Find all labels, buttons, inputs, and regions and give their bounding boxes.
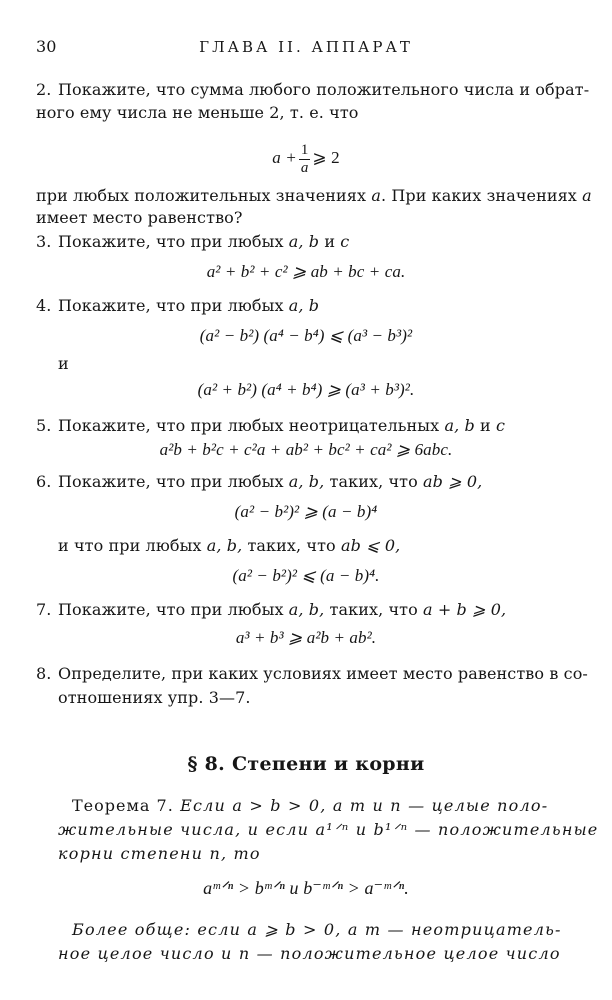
text: таких, что <box>324 600 424 619</box>
variable: a, b, <box>206 536 243 555</box>
text: Покажите, что при любых <box>58 296 289 315</box>
theorem-text: ное целое число и n — положительное целое число <box>58 944 561 963</box>
exercise-8-line-1 <box>36 664 588 684</box>
exercise-text: Покажите, что сумма любого положительного числа и обрат- <box>58 80 590 99</box>
text: Определите, при каких условиях имеет место равенство в со- <box>58 664 588 683</box>
text: Покажите, что при любых <box>58 600 289 619</box>
variable: c <box>340 232 350 251</box>
exercise-8-line-2: отношениях упр. 3—7. <box>58 688 251 707</box>
variable: a, b, <box>288 600 325 619</box>
variable: a, b <box>444 416 475 435</box>
exercise-2-line-4: имеет место равенство? <box>36 208 243 227</box>
fraction-denominator: a <box>300 159 309 176</box>
formula: a² + b² + c² ⩾ ab + bc + ca. <box>206 262 406 281</box>
theorem-text: Если a > b > 0, a m и n — целые поло- <box>173 796 549 815</box>
exercise-4-conjunction: и <box>58 354 69 373</box>
condition: ab ⩽ 0, <box>340 536 401 555</box>
variable: a <box>582 186 592 205</box>
formula: (a² − b²)² ⩽ (a − b)⁴. <box>232 566 380 585</box>
exercise-6-line <box>36 472 482 492</box>
exercise-6-formula-1 <box>0 502 612 522</box>
formula: (a² − b²) (a⁴ − b⁴) ⩽ (a³ − b³)² <box>199 326 413 345</box>
exercise-number: 6. <box>36 472 52 491</box>
section-title: § 8. Степени и корни <box>187 753 425 775</box>
fraction <box>299 142 311 177</box>
text: Покажите, что при любых неотрицательных <box>58 416 445 435</box>
text: и <box>319 232 341 251</box>
text: таких, что <box>324 472 424 491</box>
exercise-7-formula <box>0 628 612 648</box>
text: и <box>474 416 496 435</box>
theorem-line-4 <box>72 920 562 940</box>
exercise-number: 2. <box>36 80 52 99</box>
exercise-number: 3. <box>36 232 52 251</box>
exercise-6-line-2 <box>58 536 400 556</box>
exercise-3-line <box>36 232 349 252</box>
page-number: 30 <box>36 37 57 56</box>
variable: c <box>495 416 505 435</box>
theorem-label: Теорема 7. <box>72 796 174 815</box>
exercise-number: 7. <box>36 600 52 619</box>
exercise-2-line-3 <box>36 186 592 206</box>
exercise-4-formula-1 <box>0 326 612 346</box>
exercise-6-formula-2 <box>0 566 612 586</box>
variable: a, b <box>288 232 320 251</box>
exercise-2-line-2: ного ему числа не меньше 2, т. е. что <box>36 103 359 122</box>
variable: a, b <box>288 296 320 315</box>
text: при любых положительных значениях <box>36 186 372 205</box>
condition: ab ⩾ 0, <box>423 472 483 491</box>
text: таких, что <box>242 536 341 555</box>
running-header: ГЛАВА II. АППАРАТ <box>199 38 413 56</box>
theorem-text: жительные числа, и если a¹ᐟⁿ и b¹ᐟⁿ — положительные <box>58 820 599 839</box>
theorem-line-5 <box>58 944 561 964</box>
theorem-line-2 <box>58 820 598 840</box>
theorem-line-3 <box>58 844 261 864</box>
variable: a <box>371 186 381 205</box>
variable: a, b, <box>288 472 325 491</box>
text: Покажите, что при любых <box>58 232 289 251</box>
formula: a²b + b²c + c²a + ab² + bc² + ca² ⩾ 6abc. <box>159 440 453 459</box>
text: и что при любых <box>58 536 207 555</box>
exercise-number: 8. <box>36 664 52 683</box>
exercise-5-line <box>36 416 505 436</box>
exercise-7-line <box>36 600 506 620</box>
exercise-number: 5. <box>36 416 52 435</box>
exercise-4-line <box>36 296 319 316</box>
theorem-line-1 <box>72 796 548 816</box>
formula: aᵐᐟⁿ > bᵐᐟⁿ и b⁻ᵐᐟⁿ > a⁻ᵐᐟⁿ. <box>203 878 409 898</box>
text: . При каких значениях <box>380 186 583 205</box>
theorem-formula <box>0 878 612 898</box>
text: Покажите, что при любых <box>58 472 289 491</box>
exercise-3-formula <box>0 262 612 282</box>
condition: a + b ⩾ 0, <box>423 600 507 619</box>
theorem-text: корни степени n, то <box>58 844 261 863</box>
formula-part: ⩾ 2 <box>312 148 340 167</box>
exercise-2-line-1 <box>36 80 589 100</box>
exercise-2-formula <box>0 140 612 177</box>
theorem-text: Более обще: если a ⩾ b > 0, a m — неотрицатель- <box>72 920 562 939</box>
exercise-number: 4. <box>36 296 52 315</box>
formula: a³ + b³ ⩾ a²b + ab². <box>235 628 377 647</box>
formula: (a² − b²)² ⩾ (a − b)⁴ <box>234 502 378 521</box>
formula-part: a + <box>272 148 297 167</box>
formula: (a² + b²) (a⁴ + b⁴) ⩾ (a³ + b³)². <box>197 380 415 399</box>
exercise-4-formula-2 <box>0 380 612 400</box>
fraction-numerator: 1 <box>300 141 309 158</box>
exercise-5-formula <box>0 440 612 460</box>
